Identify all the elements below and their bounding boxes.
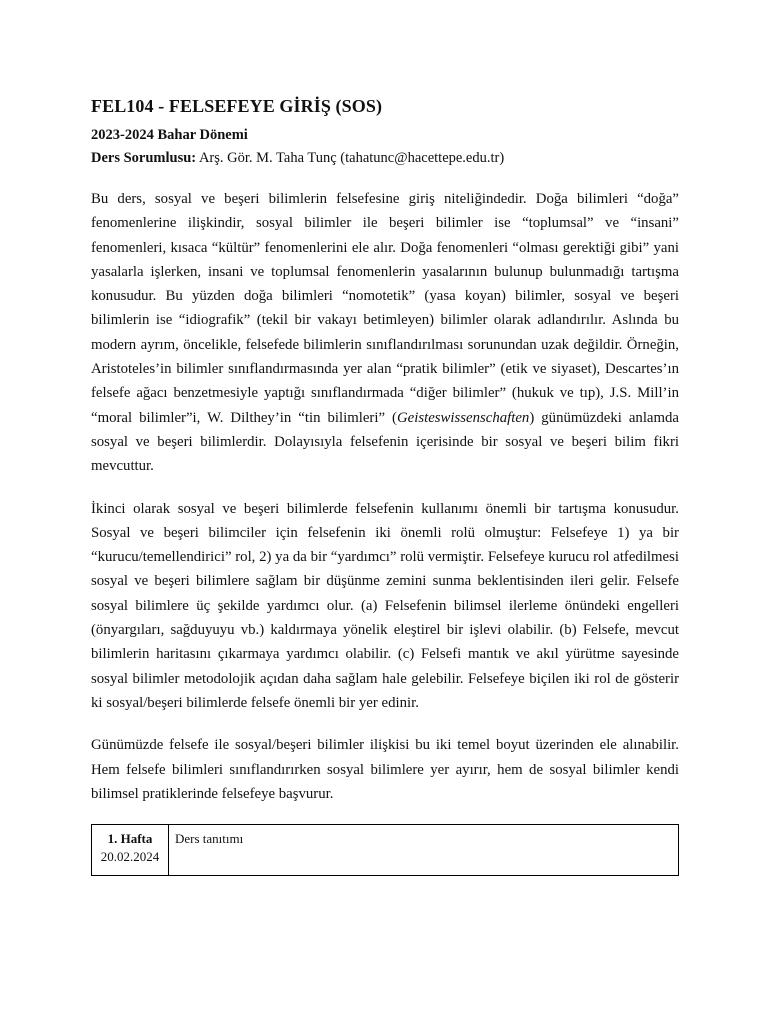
course-title: FEL104 - FELSEFEYE GİRİŞ (SOS) <box>91 96 383 116</box>
term: 2023-2024 Bahar Dönemi <box>91 127 248 143</box>
week-date: 20.02.2024 <box>100 849 160 865</box>
paragraph-1-part-b: ) günümüzdeki anlamda sosyal ve beşeri bilimlerdir. Dolayısıyla felsefenin içerisinde bir sosyal ve beşeri bilim fikri mevcuttur. <box>91 409 679 475</box>
paragraph-1 <box>91 187 679 479</box>
schedule-table <box>91 824 679 876</box>
instructor-label: Ders Sorumlusu: <box>91 150 197 166</box>
document-content <box>91 96 679 876</box>
paragraph-1-italic: Geisteswissenschaften <box>396 409 530 426</box>
week-label: 1. Hafta <box>107 831 153 847</box>
paragraph-3: Günümüzde felsefe ile sosyal/beşeri bilimler ilişkisi bu iki temel boyut üzerinden ele alınabilir. Hem felsefe bilimleri sınıflandırırken sosyal bilimlere yer ayırır, hem de sosyal bilimler kendi bilimsel pratiklerinde felsefeye başvurur. <box>91 737 679 802</box>
topic-cell: Ders tanıtımı <box>169 825 679 876</box>
paragraph-2: İkinci olarak sosyal ve beşeri bilimlerde felsefenin kullanımı önemli bir tartışma konusudur. Sosyal ve beşeri bilimciler için felsefenin iki önemli rolü olmuştur: Felsefeye 1) ya bir “kurucu/temellendirici” rol, 2) ya da bir “yardımcı” rolü vermiştir. Felsefeye kurucu rol atfedilmesi sosyal ve beşeri bilimlere sağlam bir düşünme zemini sunma beklentisinden ileri gelir. Felsefe sosyal bilimlere üç şekilde yardımcı olur. (a) Felsefenin bilimsel ilerleme önündeki engelleri (önyargıları, sağduyuyu vb.) kaldırmaya yönelik eleştirel bir işlevi olabilir. (b) Felsefe, mevcut bilimlerin haritasını çıkarmaya yardımcı olabilir. (c) Felsefi mantık ve akıl yürütme sayesinde sosyal bilimler metodolojik açıdan daha sağlam hale gelebilir. Felsefeye biçilen iki rol de gösterir ki sosyal/beşeri bilimlerde felsefe önemli bir yer edinir. <box>91 500 679 711</box>
table-row <box>92 825 679 876</box>
week-cell <box>92 825 169 876</box>
instructor-name: Arş. Gör. M. Taha Tunç (tahatunc@hacettepe.edu.tr) <box>196 150 505 166</box>
instructor-line <box>91 150 679 167</box>
paragraph-1-part-a: Bu ders, sosyal ve beşeri bilimlerin felsefesine giriş niteliğindedir. Doğa bilimleri “doğa” fenomenlerine ilişkindir, sosyal bilimler ile beşeri bilimler ise “toplumsal” ve “insani” fenomenleri, kısaca “kültür” fenomenlerini ele alır. Doğa fenomenleri “olması gerektiği gibi” yani yasalarla işlerken, insani ve toplumsal fenomenlerin yasalarının bulunup bulunmadığı tartışma konusudur. Bu yüzden doğa bilimleri “nomotetik” (yasa koyan) bilimler, sosyal ve beşeri bilimlerin ise “idiografik” (tekil bir vakayı betimleyen) bilimler olarak adlandırılır. Aslında bu modern ayrım, öncelikle, felsefede bilimlerin sınıflandırılması sorunundan uzak değildir. Örneğin, Aristoteles’in bilimler sınıflandırmasında yer alan “pratik bilimler” (etik ve siyaset), Descartes’ın felsefe ağacı benzetmesiyle yaptığı sınıflandırmada “diğer bilimler” (hukuk ve tıp), J.S. Mill’in “moral bilimler”i, W. Dilthey’in “tin bilimleri” ( <box>91 191 679 426</box>
